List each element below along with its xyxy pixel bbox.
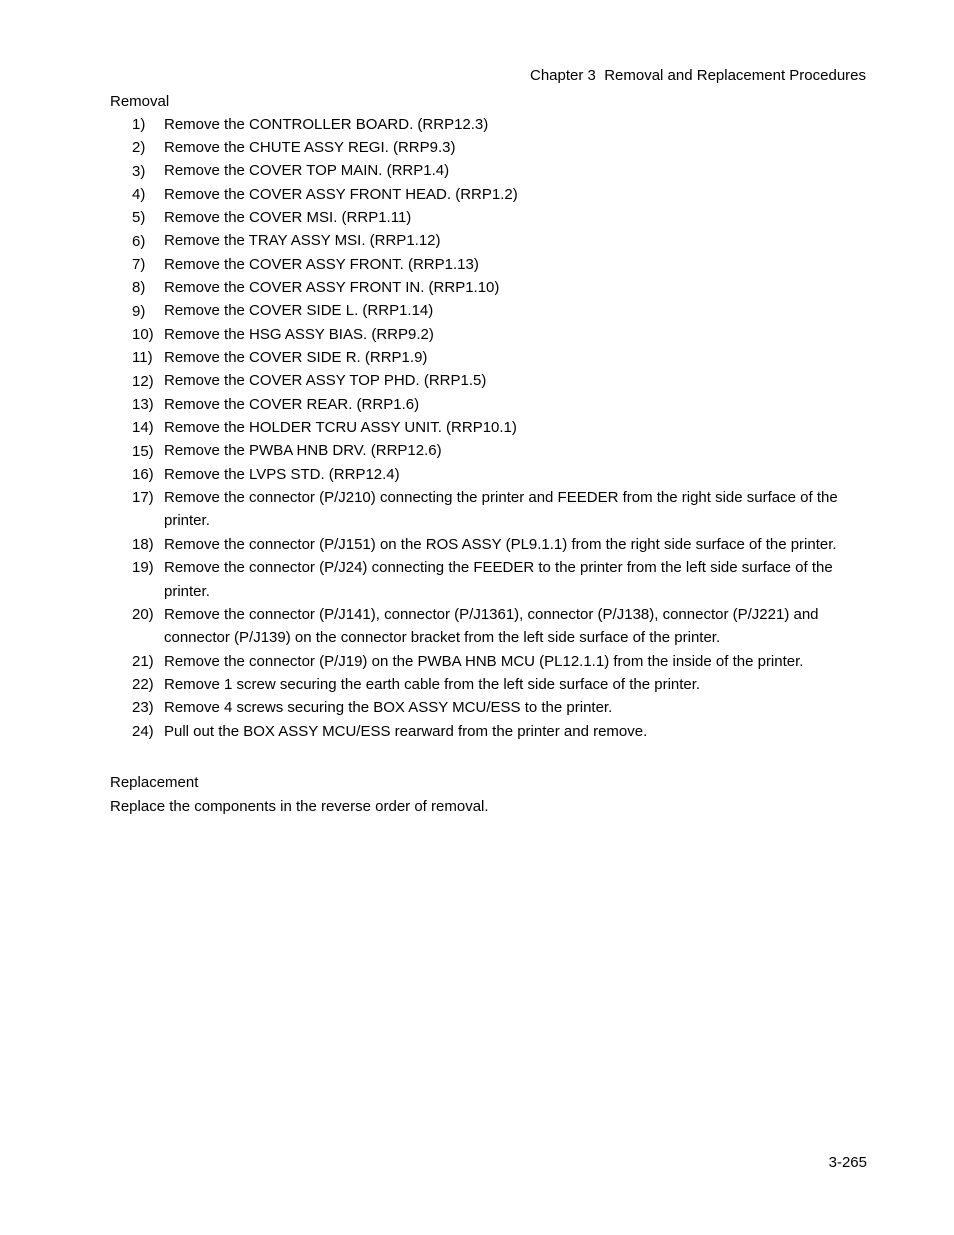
removal-step: [132, 139, 872, 156]
removal-step: [132, 489, 872, 529]
step-text: Remove the COVER SIDE R. (RRP1.9): [164, 349, 428, 367]
step-number: 3): [132, 162, 146, 180]
removal-heading: Removal: [110, 93, 170, 110]
step-number: 14): [132, 419, 154, 437]
removal-steps-list: [132, 116, 872, 746]
step-text: Remove the COVER SIDE L. (RRP1.14): [164, 302, 434, 320]
removal-step: [132, 653, 872, 670]
removal-step: [132, 209, 872, 226]
removal-step: [132, 443, 872, 460]
replacement-text: Replace the components in the reverse order of removal.: [110, 798, 489, 815]
step-number: 24): [132, 722, 154, 740]
step-number: 4): [132, 185, 146, 203]
step-text: Remove the COVER ASSY TOP PHD. (RRP1.5): [164, 372, 487, 390]
step-number: 5): [132, 209, 146, 227]
removal-step: [132, 466, 872, 483]
removal-step: [132, 723, 872, 740]
step-text: Remove the PWBA HNB DRV. (RRP12.6): [164, 442, 442, 460]
step-number: 22): [132, 676, 154, 694]
step-number: 15): [132, 442, 154, 460]
step-number: 9): [132, 302, 146, 320]
step-number: 10): [132, 325, 154, 343]
step-text: Remove the COVER ASSY FRONT IN. (RRP1.10): [164, 279, 500, 297]
page-number: 3-265: [828, 1154, 867, 1171]
removal-step: [132, 606, 872, 646]
step-text: Remove the COVER ASSY FRONT. (RRP1.13): [164, 255, 479, 273]
step-text: Remove the LVPS STD. (RRP12.4): [164, 465, 400, 483]
step-number: 7): [132, 255, 146, 273]
removal-step: [132, 303, 872, 320]
step-number: 21): [132, 652, 154, 670]
step-number: 11): [132, 349, 153, 367]
step-text: Remove 4 screws securing the BOX ASSY MCU/ESS to the printer.: [164, 699, 613, 717]
step-text: Remove the connector (P/J141), connector (P/J1361), connector (P/J138), connector (P/J221) and connector (P/J139) on the connector bracket from the left side surface of the printer.: [164, 605, 819, 647]
removal-step: [132, 536, 872, 553]
step-number: 12): [132, 372, 154, 390]
removal-step: [132, 373, 872, 390]
running-header: Chapter 3 Removal and Replacement Procedures: [529, 67, 866, 84]
step-text: Remove the connector (P/J24) connecting the FEEDER to the printer from the left side surface of the printer.: [164, 559, 833, 600]
replacement-heading: Replacement: [110, 774, 199, 791]
removal-step: [132, 163, 872, 180]
step-number: 19): [132, 559, 154, 577]
step-number: 13): [132, 395, 154, 413]
step-text: Remove 1 screw securing the earth cable from the left side surface of the printer.: [164, 675, 701, 693]
step-text: Remove the COVER MSI. (RRP1.11): [164, 209, 412, 227]
removal-step: [132, 559, 872, 599]
step-text: Remove the COVER TOP MAIN. (RRP1.4): [164, 162, 450, 180]
step-text: Remove the CHUTE ASSY REGI. (RRP9.3): [164, 139, 456, 157]
step-text: Remove the COVER ASSY FRONT HEAD. (RRP1.2): [164, 185, 518, 203]
step-number: 16): [132, 465, 154, 483]
removal-step: [132, 676, 872, 693]
step-number: 18): [132, 535, 154, 553]
removal-step: [132, 419, 872, 436]
step-text: Remove the connector (P/J151) on the ROS ASSY (PL9.1.1) from the right side surface of the printer.: [164, 535, 837, 553]
step-text: Remove the connector (P/J19) on the PWBA HNB MCU (PL12.1.1) from the inside of the printer.: [164, 652, 804, 670]
step-text: Remove the HSG ASSY BIAS. (RRP9.2): [164, 325, 434, 343]
removal-step: [132, 699, 872, 716]
removal-step: [132, 396, 872, 413]
step-number: 6): [132, 232, 146, 250]
removal-step: [132, 256, 872, 273]
step-text: Pull out the BOX ASSY MCU/ESS rearward from the printer and remove.: [164, 722, 648, 740]
step-number: 8): [132, 279, 146, 297]
removal-step: [132, 326, 872, 343]
removal-step: [132, 186, 872, 203]
step-text: Remove the COVER REAR. (RRP1.6): [164, 395, 420, 413]
step-text: Remove the TRAY ASSY MSI. (RRP1.12): [164, 232, 441, 250]
step-text: Remove the HOLDER TCRU ASSY UNIT. (RRP10.1): [164, 419, 517, 437]
step-text: Remove the connector (P/J210) connecting the printer and FEEDER from the right side surface of the printer.: [164, 489, 838, 530]
step-text: Remove the CONTROLLER BOARD. (RRP12.3): [164, 115, 489, 133]
step-number: 2): [132, 139, 146, 157]
step-number: 20): [132, 606, 154, 624]
step-number: 1): [132, 116, 146, 133]
step-number: 17): [132, 489, 154, 507]
removal-step: [132, 116, 872, 133]
removal-step: [132, 233, 872, 250]
step-number: 23): [132, 699, 154, 717]
removal-step: [132, 349, 872, 366]
removal-step: [132, 279, 872, 296]
